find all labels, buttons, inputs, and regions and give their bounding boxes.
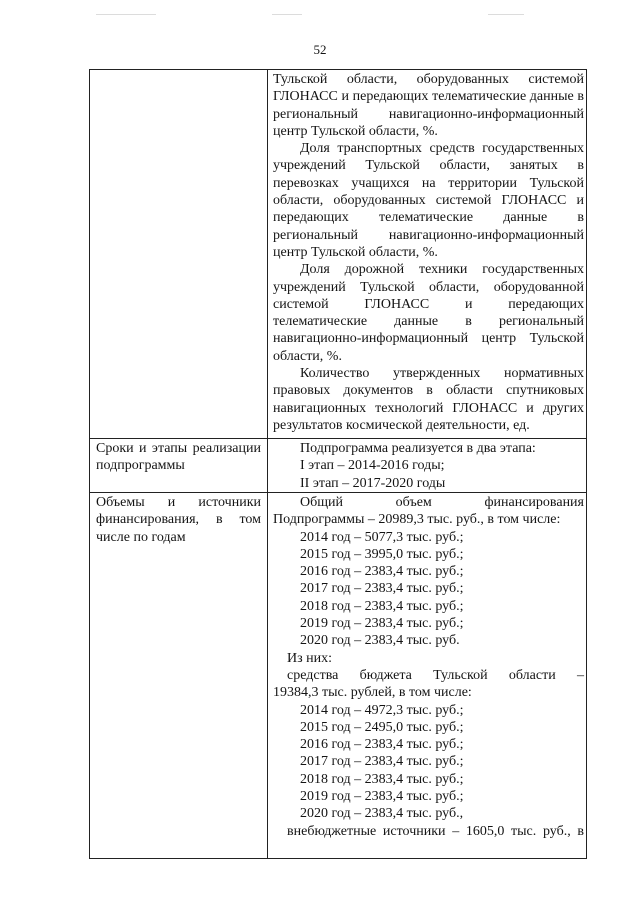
financing-total: Подпрограммы – 20989,3 тыс. руб., в том числе:: [273, 512, 561, 528]
indicator-paragraph: Доля дорожной техники государственных учреждений Тульской области, оборудованной системой ГЛОНАСС и передающих телематические данные в региональный навигационно-информационный центр Тульской области, %.: [273, 262, 584, 364]
total-year-line: 2018 год – 2383,4 тыс. руб.;: [300, 598, 464, 614]
budget-total: 19384,3 тыс. рублей, в том числе:: [273, 685, 472, 701]
column-divider: [267, 70, 268, 858]
stages-cell: [300, 440, 611, 492]
financing-cell: [273, 494, 584, 840]
of-them-label: Из них:: [287, 650, 333, 666]
scan-speck: [96, 14, 156, 15]
financing-label: Объемы и источники финансирования, в том числе по годам: [96, 495, 261, 545]
budget-year-line: 2016 год – 2383,4 тыс. руб.;: [300, 737, 464, 753]
budget-year-line: 2015 год – 2495,0 тыс. руб.;: [300, 719, 464, 735]
page-number: 52: [313, 42, 327, 57]
budget-year-line: 2020 год – 2383,4 тыс. руб.,: [300, 806, 464, 822]
row-divider: [90, 492, 586, 493]
passport-table: [89, 69, 587, 859]
stages-label: Сроки и этапы реализации подпрограммы: [96, 441, 261, 474]
budget-year-line: 2019 год – 2383,4 тыс. руб.;: [300, 789, 464, 805]
budget-year-line: 2017 год – 2383,4 тыс. руб.;: [300, 754, 464, 770]
indicators-cell: [273, 71, 584, 434]
indicator-paragraph: Тульской области, оборудованных системой ГЛОНАСС и передающих телематические данные в региональный навигационно-информационный центр Тульской области, %.: [273, 72, 584, 139]
indicator-paragraph: Доля транспортных средств государственных учреждений Тульской области, занятых в перевозках учащихся на территории Тульской области, оборудованных системой ГЛОНАСС и передающих телематические данные в региональный навигационно-информационный центр Тульской области, %.: [273, 141, 584, 260]
extrabudgetary-line: внебюджетные источники – 1605,0 тыс. руб., в: [287, 823, 584, 839]
total-year-line: 2017 год – 2383,4 тыс. руб.;: [300, 581, 464, 597]
financing-intro: Общий объем финансирования: [300, 495, 584, 510]
total-year-line: 2014 год – 5077,3 тыс. руб.;: [300, 529, 464, 545]
stage-two: II этап – 2017-2020 годы: [300, 475, 446, 491]
total-year-line: 2015 год – 3995,0 тыс. руб.;: [300, 546, 464, 562]
scan-speck: [272, 14, 302, 15]
budget-line: средства бюджета Тульской области –: [287, 667, 584, 683]
budget-year-line: 2018 год – 2383,4 тыс. руб.;: [300, 771, 464, 787]
total-year-line: 2019 год – 2383,4 тыс. руб.;: [300, 616, 464, 632]
stage-one: I этап – 2014-2016 годы;: [300, 458, 445, 474]
indicator-paragraph: Количество утвержденных нормативных правовых документов в области спутниковых навигационных технологий ГЛОНАСС и других результатов космической деятельности, ед.: [273, 366, 584, 433]
total-year-line: 2020 год – 2383,4 тыс. руб.: [300, 633, 460, 649]
total-year-line: 2016 год – 2383,4 тыс. руб.;: [300, 564, 464, 580]
scan-speck: [488, 14, 524, 15]
budget-year-line: 2014 год – 4972,3 тыс. руб.;: [300, 702, 464, 718]
stages-intro: Подпрограмма реализуется в два этапа:: [300, 441, 536, 456]
row-divider: [90, 438, 586, 439]
